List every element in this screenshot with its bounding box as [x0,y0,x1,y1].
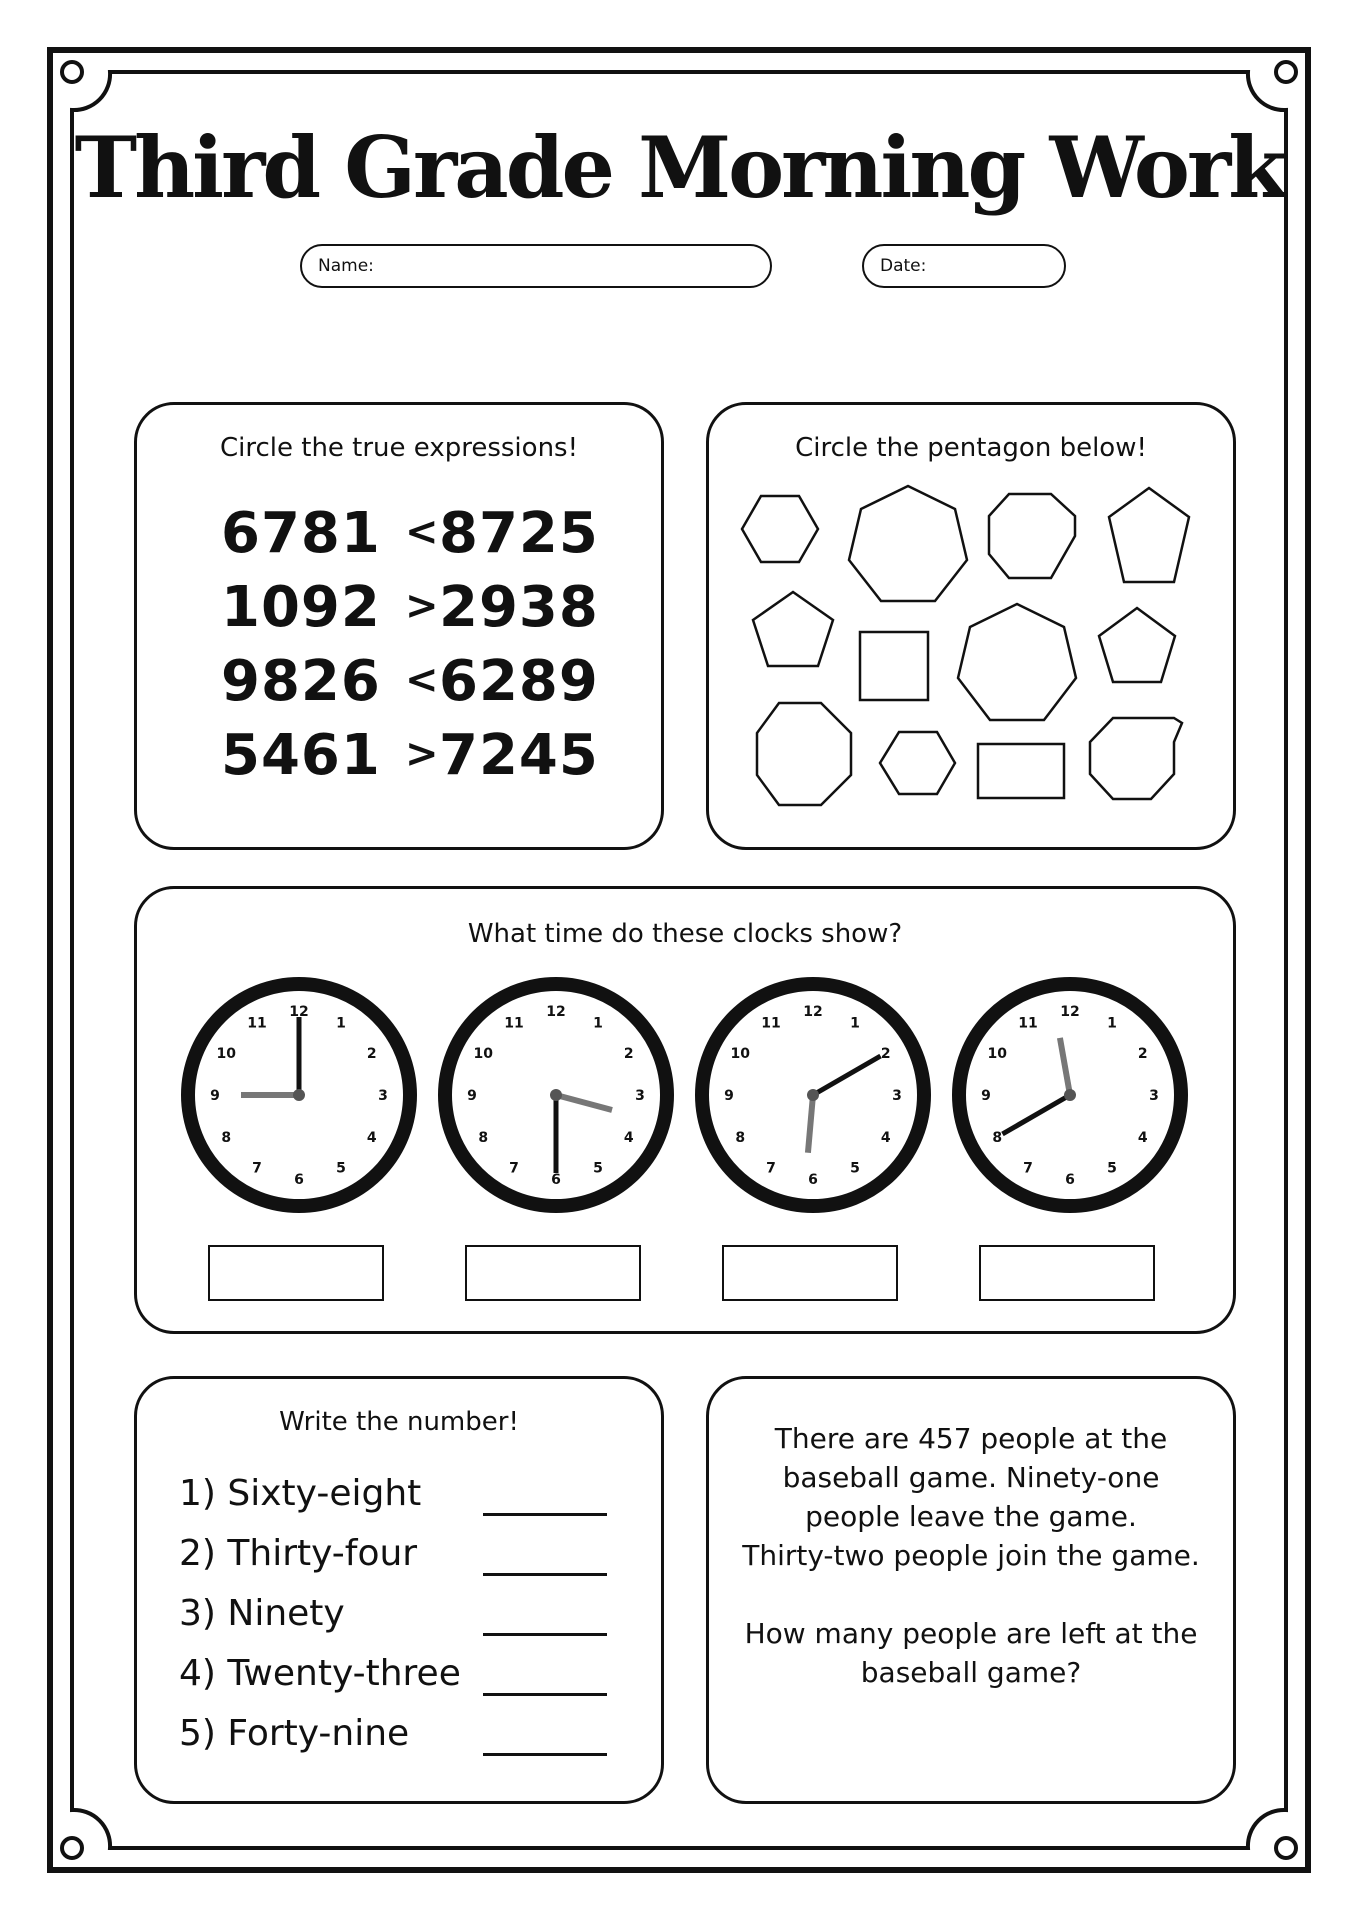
clock-numeral: 6 [294,1172,304,1188]
expression-right-number: 7245 [439,723,599,788]
comparison-operator: > [405,583,439,629]
clock-numeral: 10 [730,1046,750,1062]
clock-numeral: 9 [981,1088,991,1104]
clock-numeral: 7 [1023,1160,1033,1177]
number-word: 2) Thirty-four [179,1533,418,1574]
clock-numeral: 1 [593,1015,603,1032]
clock-numeral: 9 [724,1088,734,1104]
clock-answer-box[interactable] [979,1245,1155,1301]
number-word: 4) Twenty-three [179,1653,461,1694]
clock-numeral: 2 [623,1046,634,1062]
answer-line[interactable] [483,1753,607,1756]
clock-numeral: 11 [504,1015,524,1032]
answer-line[interactable] [483,1693,607,1696]
clock-numeral: 1 [1107,1015,1117,1032]
clock-numeral: 10 [473,1046,493,1062]
clock-numeral: 2 [366,1046,377,1062]
answer-line[interactable] [483,1573,607,1576]
clock-face [434,973,678,1217]
expression-left-number: 9826 [221,649,381,714]
clock-numeral: 8 [221,1130,232,1146]
clock-center [550,1089,562,1101]
clock-numeral: 11 [1018,1015,1038,1032]
expression-left-number: 1092 [221,575,381,640]
expression-left-number: 6781 [221,501,381,566]
expressions-panel [134,402,664,850]
clock-center [807,1089,819,1101]
clock-numeral: 10 [987,1046,1007,1062]
comparison-operator: < [405,657,439,703]
clock-numeral: 5 [593,1160,603,1177]
clock-center [293,1089,305,1101]
shapes-panel [706,402,1236,850]
clock-numeral: 12 [1060,1004,1080,1020]
clock-numeral: 6 [808,1172,818,1188]
word-problem-line: How many people are left at the [744,1617,1198,1650]
clock-numeral: 12 [803,1004,823,1020]
clock-numeral: 11 [761,1015,781,1032]
clock-numeral: 4 [366,1130,377,1146]
word-problem-panel [706,1376,1236,1804]
write-number-panel [134,1376,664,1804]
clock-numeral: 8 [735,1130,746,1146]
clock-face [177,973,421,1217]
clock-numeral: 6 [1065,1172,1075,1188]
clock-numeral: 4 [880,1130,891,1146]
expression-right-number: 2938 [439,575,599,640]
word-problem-line: There are 457 people at the [774,1422,1168,1455]
clock-numeral: 6 [551,1172,561,1188]
clock-numeral: 2 [1137,1046,1148,1062]
clock-numeral: 12 [289,1004,309,1020]
number-word: 3) Ninety [179,1593,345,1634]
clock-numeral: 7 [252,1160,262,1177]
date-field[interactable] [862,244,1066,288]
word-problem-line: baseball game. Ninety-one [782,1461,1160,1494]
clock-numeral: 4 [1137,1130,1148,1146]
clock-numeral: 1 [336,1015,346,1032]
worksheet-title: Third Grade Morning Work [74,118,1284,217]
clock-numeral: 12 [546,1004,566,1020]
clock-numeral: 1 [850,1015,860,1032]
clock-numeral: 7 [766,1160,776,1177]
clock-numeral: 3 [635,1088,645,1104]
clock-numeral: 5 [1107,1160,1117,1177]
shapes-prompt: Circle the pentagon below! [795,433,1147,463]
comparison-operator: > [405,731,439,777]
clock-numeral: 2 [880,1046,891,1062]
word-problem-line: baseball game? [860,1656,1082,1689]
answer-line[interactable] [483,1513,607,1516]
clock-numeral: 9 [467,1088,477,1104]
clock-answer-box[interactable] [722,1245,898,1301]
name-field[interactable] [300,244,772,288]
word-problem-text [719,1419,1223,1692]
clock-numeral: 10 [216,1046,236,1062]
clock-numeral: 5 [336,1160,346,1177]
expression-right-number: 6289 [439,649,599,714]
clock-numeral: 9 [210,1088,220,1104]
number-word: 1) Sixty-eight [179,1473,422,1514]
name-label: Name: [318,256,374,276]
expressions-prompt: Circle the true expressions! [219,433,579,463]
clock-answer-box[interactable] [465,1245,641,1301]
clock-numeral: 3 [378,1088,388,1104]
word-problem-line: people leave the game. [805,1500,1137,1533]
clock-face [948,973,1192,1217]
clock-numeral: 3 [1149,1088,1159,1104]
clock-numeral: 8 [992,1130,1003,1146]
date-label: Date: [880,256,927,276]
answer-line[interactable] [483,1633,607,1636]
expression-left-number: 5461 [221,723,381,788]
word-problem-line: Thirty-two people join the game. [742,1539,1200,1572]
clock-numeral: 5 [850,1160,860,1177]
word-problem-line [719,1575,1223,1614]
clock-numeral: 4 [623,1130,634,1146]
clock-center [1064,1089,1076,1101]
write-number-prompt: Write the number! [279,1407,519,1437]
number-word: 5) Forty-nine [179,1713,410,1754]
comparison-operator: < [405,509,439,555]
clocks-prompt: What time do these clocks show? [467,919,903,949]
clock-face [691,973,935,1217]
clock-numeral: 7 [509,1160,519,1177]
clock-answer-box[interactable] [208,1245,384,1301]
expression-right-number: 8725 [439,501,599,566]
clock-numeral: 8 [478,1130,489,1146]
clock-numeral: 11 [247,1015,267,1032]
clock-numeral: 3 [892,1088,902,1104]
